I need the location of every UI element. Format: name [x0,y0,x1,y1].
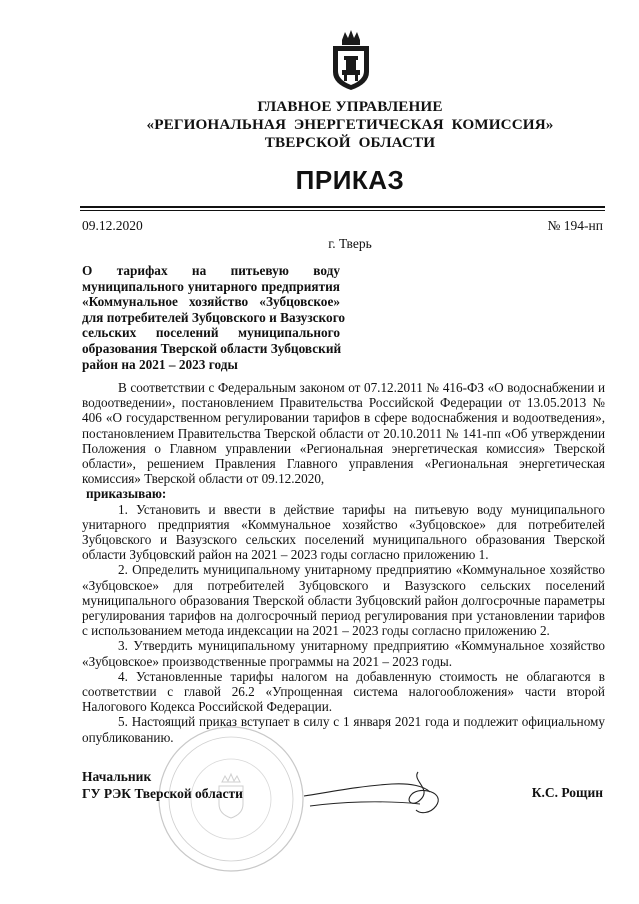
header-rule-thin [80,210,605,211]
preamble-paragraph: В соответствии с Федеральным законом от 07.12.2011 № 416-ФЗ «О водоснабжении и водоотведении», постановлением Правительства Российской Федерации от 13.05.2013 № 406 «О государственном регулировании тарифов в сфере водоснабжения и водоотведения», постановлением Правительства Тверской области от 20.10.2011 № 141-пп «Об утверждении Положения о Главном управлении «Региональная энергетическая комиссия» Тверской области», решением Правления Главного управления «Региональная энергетическая комиссия» Тверской области от 09.12.2020, [82,380,605,487]
subject-line: муниципального унитарного предприятия [82,278,340,294]
signatory-title [82,768,243,802]
subject-line: О тарифах на питьевую воду [82,263,340,278]
order-item: 3. Утвердить муниципальному унитарному предприятию «Коммунальное хозяйство «Зубцовское» производственные программы на 2021 – 2023 годы. [82,638,605,669]
subject-line: район на 2021 – 2023 годы [82,356,238,372]
order-item: 5. Настоящий приказ вступает в силу с 1 января 2021 года и подлежит официальному опубликованию. [82,714,605,745]
org-name-line-3: ТВЕРСКОЙ ОБЛАСТИ [264,134,436,151]
document-city: г. Тверь [328,236,372,251]
subject-line: образования Тверской области Зубцовский [82,340,342,356]
document-subject [82,263,346,372]
subject-line: для потребителей Зубцовского и Вазузского [82,309,346,325]
signatory-name: К.С. Рощин [531,785,603,800]
tver-coat-of-arms-icon [330,28,372,92]
handwritten-signature-icon [300,762,460,822]
org-name-line-2: «РЕГИОНАЛЬНАЯ ЭНЕРГЕТИЧЕСКАЯ КОМИССИЯ» [146,116,554,133]
order-word: приказываю: [86,486,167,502]
subject-line: «Коммунальное хозяйство «Зубцовское» [82,294,340,310]
document-number: № 194-нп [547,218,603,233]
header-rule-thick [80,206,605,208]
order-item: 4. Установленные тарифы налогом на добавленную стоимость не облагаются в соответствии с главой 26.2 «Упрощенная система налогообложения» части второй Налогового Кодекса Российской Федерации. [82,668,605,715]
order-item: 1. Установить и ввести в действие тарифы на питьевую воду муниципального унитарного предприятия «Коммунальное хозяйство «Зубцовское» для потребителей Зубцовского и Вазузского сельских поселений муниципального образования Тверской области Зубцовский район на 2021 – 2023 годы согласно приложению 1. [82,501,605,563]
subject-line: сельских поселений муниципального [82,325,340,341]
order-item: 2. Определить муниципальному унитарному предприятию «Коммунальное хозяйство «Зубцовское» для потребителей Зубцовского и Вазузского сельских поселений муниципального образования Тверской области Зубцовский район долгосрочные параметры регулирования тарифов на долгосрочный период регулирования при установлении тарифов с использованием метода индексации на 2021 – 2023 годы согласно приложению 2. [82,562,605,639]
document-date: 09.12.2020 [82,218,143,233]
document-body [82,380,605,745]
signatory-title-line-2: ГУ РЭК Тверской области [82,786,243,801]
document-type-title: ПРИКАЗ [295,165,405,195]
signatory-title-line-1: Начальник [82,769,152,784]
org-name-line-1: ГЛАВНОЕ УПРАВЛЕНИЕ [257,98,443,115]
